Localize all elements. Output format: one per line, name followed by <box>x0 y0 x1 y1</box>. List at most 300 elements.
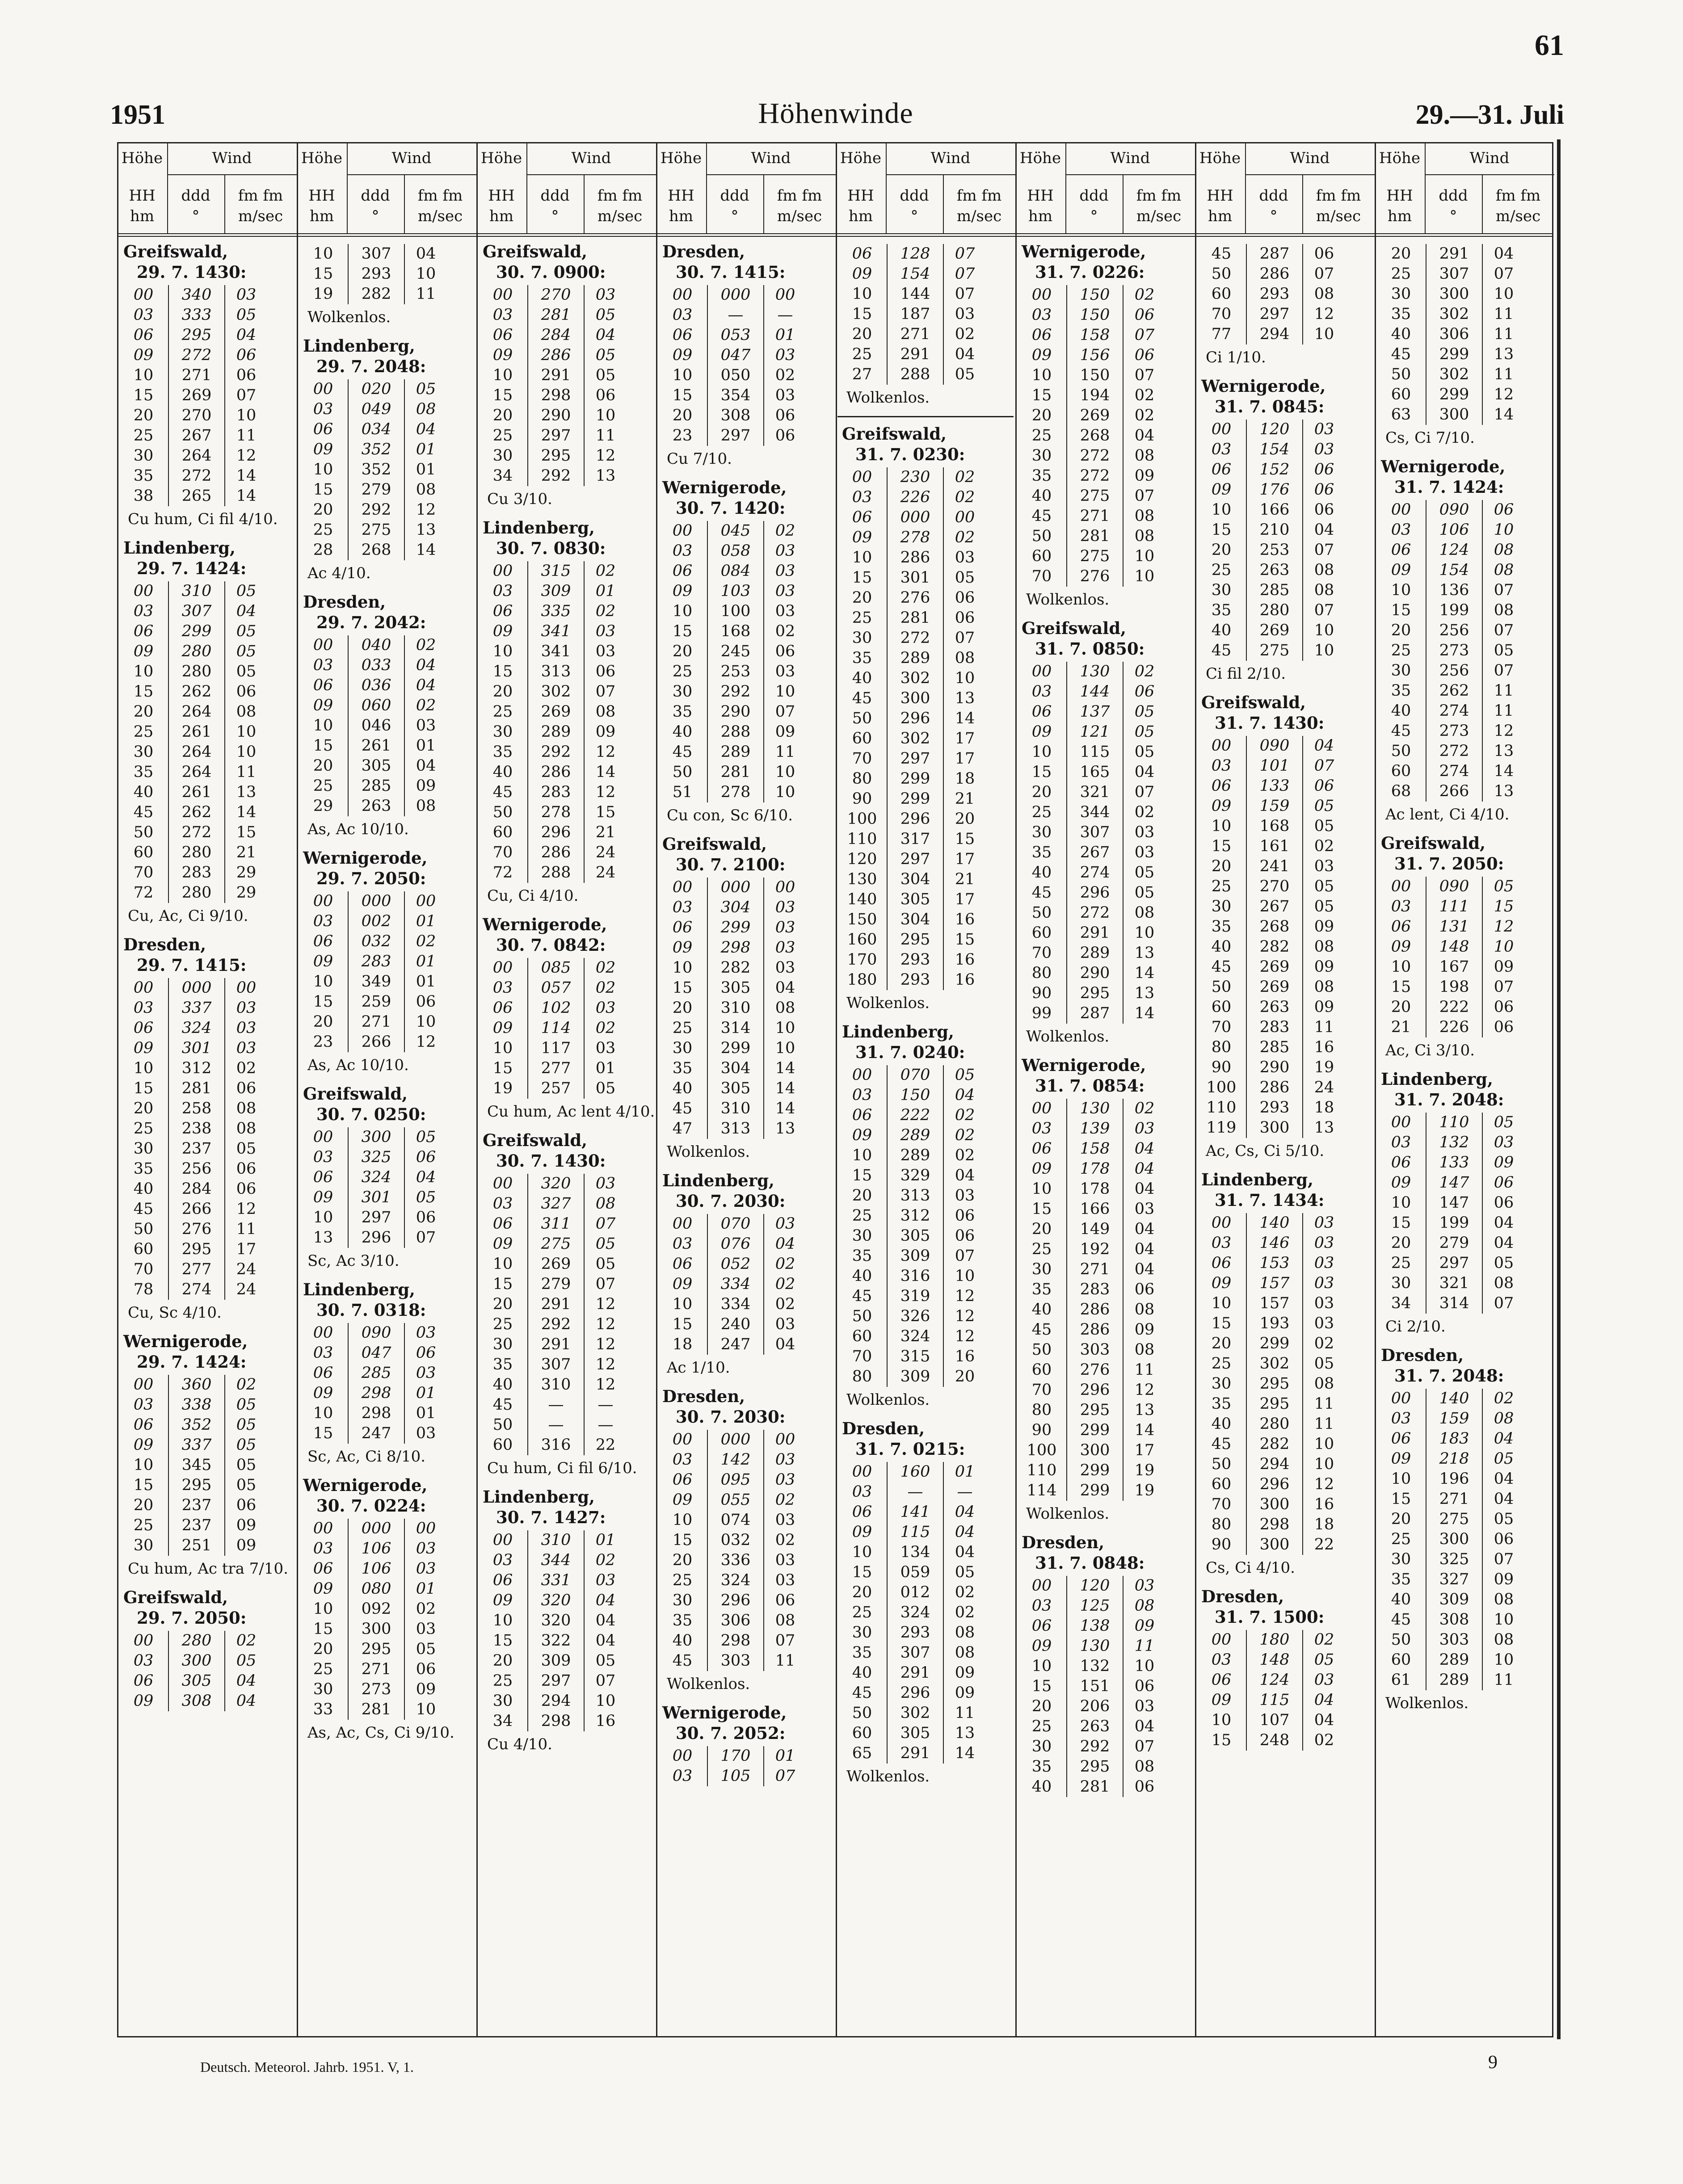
direction-cell: 298 <box>527 1711 584 1731</box>
table-row <box>119 702 296 722</box>
table-row <box>837 548 1014 568</box>
table-row <box>119 1038 296 1058</box>
height-cell: 09 <box>852 1523 872 1541</box>
table-row <box>1197 540 1374 560</box>
table-row <box>1017 1159 1194 1179</box>
speed-cell: 17 <box>943 749 986 769</box>
speed-cell: 04 <box>224 1691 267 1711</box>
speed-cell: 04 <box>1482 1429 1525 1449</box>
speed-cell: 11 <box>584 426 627 446</box>
height-cell: 10 <box>133 663 154 680</box>
table-row <box>837 1085 1014 1105</box>
direction-cell: 281 <box>527 305 584 325</box>
wind-rows <box>1197 244 1374 344</box>
table-row <box>478 1375 655 1395</box>
table-row <box>1197 1495 1374 1515</box>
speed-cell: 10 <box>943 1266 986 1286</box>
table-row <box>837 789 1014 809</box>
height-cell: 50 <box>672 763 693 781</box>
table-row <box>478 1651 655 1671</box>
height-cell: 10 <box>492 1039 513 1057</box>
height-cell: 03 <box>133 602 154 620</box>
direction-cell: 283 <box>168 863 224 883</box>
speed-cell: 02 <box>404 635 447 655</box>
table-row <box>1017 1300 1194 1320</box>
table-row <box>478 1254 655 1274</box>
table-row <box>837 930 1014 950</box>
height-cell: 25 <box>492 1672 513 1690</box>
direction-cell: 299 <box>1426 385 1482 405</box>
direction-cell: 194 <box>1066 386 1123 406</box>
header-rule <box>526 143 527 233</box>
table-row <box>299 500 475 520</box>
table-row <box>1376 1389 1553 1409</box>
table-row <box>1376 385 1553 405</box>
height-cell: 09 <box>133 1692 154 1710</box>
height-cell: 06 <box>133 1416 154 1434</box>
direction-cell: 165 <box>1066 762 1123 782</box>
height-cell: 09 <box>492 1592 513 1609</box>
station-name: Dresden, <box>662 1386 745 1406</box>
table-row <box>299 264 475 284</box>
height-cell: 09 <box>313 441 333 458</box>
direction-cell: 199 <box>1426 601 1482 621</box>
wind-rows <box>1376 244 1553 425</box>
direction-cell: 199 <box>1426 1213 1482 1233</box>
header-hm: hm <box>1208 207 1233 225</box>
direction-cell: 270 <box>168 406 224 426</box>
height-cell: 00 <box>852 1463 872 1481</box>
direction-cell: 289 <box>887 1126 943 1146</box>
speed-cell: 10 <box>1482 284 1525 304</box>
height-cell: 15 <box>852 305 872 323</box>
table-row <box>1017 1239 1194 1260</box>
speed-cell: 14 <box>224 802 267 823</box>
header-msec: m/sec <box>597 207 643 225</box>
height-cell: 60 <box>133 1240 154 1258</box>
table-row <box>1017 1179 1194 1199</box>
speed-cell: 03 <box>763 345 806 365</box>
table-row <box>1017 863 1194 883</box>
table-row <box>1017 1461 1194 1481</box>
header-fmfm: fm fm <box>777 187 822 205</box>
table-row <box>837 648 1014 668</box>
height-cell: 03 <box>672 1235 693 1253</box>
table-row <box>658 601 835 622</box>
height-cell: 35 <box>1031 844 1052 861</box>
direction-cell: 309 <box>887 1367 943 1387</box>
table-row <box>299 796 475 816</box>
direction-cell: 296 <box>527 823 584 843</box>
height-cell: 25 <box>672 1019 693 1037</box>
speed-cell: 08 <box>224 1119 267 1139</box>
speed-cell: 03 <box>1123 823 1165 843</box>
speed-cell: 19 <box>1302 1058 1345 1078</box>
height-cell: 00 <box>1211 1214 1232 1232</box>
height-cell: 03 <box>1391 898 1411 916</box>
table-row <box>119 305 296 325</box>
speed-cell: 03 <box>584 622 627 642</box>
height-cell: 20 <box>672 1551 693 1569</box>
height-cell: 35 <box>852 1644 872 1662</box>
speed-cell: 06 <box>1482 1193 1525 1213</box>
direction-cell: 300 <box>348 1127 404 1147</box>
table-row <box>1197 1294 1374 1314</box>
direction-cell: 263 <box>348 796 404 816</box>
height-cell: 20 <box>1391 622 1411 639</box>
speed-cell: 01 <box>763 1746 806 1766</box>
direction-cell: 307 <box>1426 264 1482 284</box>
height-cell: 10 <box>672 959 693 977</box>
direction-cell: 176 <box>1246 480 1302 500</box>
height-cell: 25 <box>1211 1355 1232 1373</box>
direction-cell: 299 <box>887 789 943 809</box>
table-row <box>837 284 1014 304</box>
direction-cell: 136 <box>1426 580 1482 601</box>
height-cell: 40 <box>1211 622 1232 639</box>
height-cell: 10 <box>1211 501 1232 519</box>
wind-rows <box>478 561 655 883</box>
height-cell: 50 <box>1211 265 1232 283</box>
table-row <box>837 628 1014 648</box>
speed-cell: 09 <box>763 722 806 742</box>
speed-cell: 03 <box>404 1559 447 1579</box>
height-cell: 20 <box>852 1187 872 1205</box>
speed-cell: 05 <box>1482 641 1525 661</box>
direction-cell: 300 <box>1426 405 1482 425</box>
speed-cell: 06 <box>1123 345 1165 365</box>
speed-cell: 02 <box>763 622 806 642</box>
cloud-remark: As, Ac 10/10. <box>307 1056 409 1074</box>
direction-cell: 266 <box>1426 781 1482 802</box>
height-cell: 25 <box>1391 265 1411 283</box>
table-row <box>1197 641 1374 661</box>
direction-cell: 245 <box>707 642 763 662</box>
table-row <box>299 520 475 540</box>
speed-cell: 01 <box>404 1403 447 1424</box>
speed-cell: 08 <box>1123 1596 1165 1616</box>
table-row <box>299 1539 475 1559</box>
table-row <box>837 568 1014 588</box>
table-row <box>1017 1380 1194 1400</box>
table-row <box>478 1415 655 1435</box>
speed-cell: 08 <box>1123 506 1165 526</box>
height-cell: 09 <box>1391 1174 1411 1192</box>
speed-cell: 03 <box>1123 1119 1165 1139</box>
wind-rows <box>1376 1113 1553 1314</box>
direction-cell: 304 <box>887 910 943 930</box>
direction-cell: 310 <box>707 1099 763 1119</box>
height-cell: 20 <box>313 1013 333 1031</box>
table-row <box>1017 782 1194 802</box>
height-cell: 09 <box>1031 1160 1052 1178</box>
table-row <box>119 1375 296 1395</box>
height-cell: 15 <box>1211 1315 1232 1332</box>
speed-cell: 05 <box>1482 1449 1525 1469</box>
speed-cell: 03 <box>404 716 447 736</box>
direction-cell: 297 <box>527 1671 584 1691</box>
speed-cell: 04 <box>404 1168 447 1188</box>
speed-cell: 03 <box>1123 1697 1165 1717</box>
speed-cell: 17 <box>224 1239 267 1260</box>
table-row <box>119 426 296 446</box>
station-name: Lindenberg, <box>483 518 595 538</box>
height-cell: 00 <box>672 1431 693 1449</box>
table-row <box>1197 1630 1374 1650</box>
height-cell: 06 <box>313 1168 333 1186</box>
height-cell: 40 <box>133 783 154 801</box>
direction-cell: 271 <box>348 1659 404 1680</box>
speed-cell: 07 <box>584 1274 627 1294</box>
speed-cell: 04 <box>1123 1239 1165 1260</box>
direction-cell: 286 <box>527 345 584 365</box>
direction-cell: 000 <box>887 508 943 528</box>
speed-cell: 08 <box>1302 580 1345 601</box>
table-row <box>119 1219 296 1239</box>
direction-cell: 248 <box>1246 1730 1302 1751</box>
height-cell: 70 <box>852 1348 872 1365</box>
height-cell: 40 <box>1031 487 1052 505</box>
header-hh: HH <box>1207 187 1233 205</box>
speed-cell: 04 <box>1123 1179 1165 1199</box>
direction-cell: 295 <box>168 325 224 345</box>
table-row <box>119 1691 296 1711</box>
speed-cell: 08 <box>1302 560 1345 580</box>
height-cell: 09 <box>1211 1691 1232 1709</box>
height-cell: 45 <box>1211 245 1232 263</box>
table-row <box>478 682 655 702</box>
table-row <box>1376 761 1553 781</box>
speed-cell: 03 <box>1302 420 1345 440</box>
direction-cell: 275 <box>1066 486 1123 506</box>
height-cell: 00 <box>672 1747 693 1765</box>
table-row <box>1197 1078 1374 1098</box>
observation-datetime: 29. 7. 1424: <box>137 1352 247 1372</box>
table-row <box>658 581 835 601</box>
table-row <box>658 1274 835 1294</box>
table-row <box>299 932 475 952</box>
speed-cell: 03 <box>763 918 806 938</box>
direction-cell: 281 <box>168 1079 224 1099</box>
height-cell: 10 <box>672 366 693 384</box>
table-row <box>658 898 835 918</box>
speed-cell: 17 <box>943 729 986 749</box>
speed-cell: 04 <box>1302 736 1345 756</box>
table-row <box>837 365 1014 385</box>
speed-cell: 14 <box>1123 1420 1165 1441</box>
height-cell: 20 <box>1211 541 1232 559</box>
table-row <box>837 1065 1014 1085</box>
direction-cell: 222 <box>887 1105 943 1126</box>
wind-rows <box>1017 662 1194 1024</box>
direction-cell: 270 <box>1246 877 1302 897</box>
table-row <box>299 756 475 776</box>
direction-cell: 313 <box>527 662 584 682</box>
table-row <box>1197 756 1374 776</box>
speed-cell: 10 <box>404 264 447 284</box>
direction-cell: 281 <box>707 762 763 782</box>
height-cell: 25 <box>1391 1530 1411 1548</box>
height-cell: 20 <box>1391 998 1411 1016</box>
direction-cell: 142 <box>707 1450 763 1470</box>
height-cell: 30 <box>1391 1550 1411 1568</box>
speed-cell: 06 <box>224 345 267 365</box>
height-cell: 10 <box>313 245 333 263</box>
speed-cell: 04 <box>943 1502 986 1522</box>
table-row <box>119 863 296 883</box>
direction-cell: 040 <box>348 635 404 655</box>
height-cell: 77 <box>1211 325 1232 343</box>
height-cell: 15 <box>313 481 333 499</box>
direction-cell: 320 <box>527 1611 584 1631</box>
speed-cell: 22 <box>584 1435 627 1455</box>
direction-cell: 297 <box>1246 304 1302 324</box>
direction-cell: 269 <box>168 386 224 406</box>
direction-cell: 288 <box>707 722 763 742</box>
speed-cell: 06 <box>1302 244 1345 264</box>
direction-cell: 286 <box>527 843 584 863</box>
direction-cell: 289 <box>1426 1650 1482 1670</box>
header-wind-rule <box>1245 143 1375 175</box>
speed-cell: 02 <box>763 1274 806 1294</box>
speed-cell: 10 <box>224 742 267 762</box>
table-row <box>1017 1737 1194 1757</box>
height-cell: 10 <box>1391 581 1411 599</box>
direction-cell: 300 <box>348 1619 404 1639</box>
table-row <box>478 1691 655 1711</box>
table-row <box>1017 406 1194 426</box>
table-row <box>837 849 1014 869</box>
height-cell: 06 <box>1391 541 1411 559</box>
table-row <box>837 809 1014 829</box>
table-row <box>478 722 655 742</box>
table-row <box>299 420 475 440</box>
cloud-remark: Ac, Ci 3/10. <box>1385 1042 1475 1059</box>
direction-cell: 279 <box>527 1274 584 1294</box>
direction-cell: 146 <box>1246 1233 1302 1253</box>
height-cell: 50 <box>852 1704 872 1722</box>
speed-cell: 13 <box>1123 1400 1165 1420</box>
speed-cell: 05 <box>224 1475 267 1495</box>
speed-cell: 02 <box>1123 1099 1165 1119</box>
table-row <box>119 802 296 823</box>
cloud-remark: Cs, Ci 4/10. <box>1206 1559 1295 1577</box>
table-row <box>837 1146 1014 1166</box>
speed-cell: 18 <box>1302 1515 1345 1535</box>
height-cell: 00 <box>313 1128 333 1146</box>
height-cell: 35 <box>1391 1571 1411 1588</box>
speed-cell: 11 <box>1123 1360 1165 1380</box>
observation-datetime: 30. 7. 0900: <box>496 262 606 282</box>
direction-cell: 308 <box>1426 1610 1482 1630</box>
height-cell: 03 <box>1391 1410 1411 1428</box>
speed-cell: 04 <box>943 1166 986 1186</box>
table-row <box>478 1355 655 1375</box>
height-cell: 40 <box>1391 325 1411 343</box>
speed-cell: 04 <box>1123 1717 1165 1737</box>
height-cell: 45 <box>133 1200 154 1218</box>
direction-cell: 222 <box>1426 997 1482 1017</box>
header-hoehe: Höhe <box>1019 149 1061 167</box>
header-ddd: ddd <box>720 187 749 205</box>
direction-cell: 295 <box>348 1639 404 1659</box>
direction-cell: 288 <box>527 863 584 883</box>
header-wind-rule <box>167 143 297 175</box>
height-cell: 50 <box>1211 1455 1232 1473</box>
direction-cell: 316 <box>887 1266 943 1286</box>
height-cell: 00 <box>313 380 333 398</box>
height-cell: 45 <box>1031 507 1052 525</box>
speed-cell: 12 <box>584 742 627 762</box>
height-cell: 20 <box>1391 1510 1411 1528</box>
speed-cell: 13 <box>1123 983 1165 1004</box>
height-cell: 15 <box>133 683 154 701</box>
table-row <box>299 676 475 696</box>
height-cell: 20 <box>672 999 693 1017</box>
table-row <box>1017 823 1194 843</box>
direction-cell: 269 <box>1246 621 1302 641</box>
speed-cell: 08 <box>584 702 627 722</box>
direction-cell: 352 <box>168 1415 224 1435</box>
speed-cell: 06 <box>1482 1173 1525 1193</box>
table-row <box>119 1475 296 1495</box>
table-row <box>478 305 655 325</box>
speed-cell: 08 <box>1123 1300 1165 1320</box>
height-cell: 45 <box>1391 722 1411 740</box>
table-row <box>299 952 475 972</box>
height-cell: 15 <box>313 265 333 283</box>
speed-cell: 04 <box>763 978 806 998</box>
table-row <box>1197 1017 1374 1037</box>
speed-cell: 04 <box>224 1671 267 1691</box>
speed-cell: 06 <box>943 1226 986 1246</box>
table-row <box>658 1591 835 1611</box>
speed-cell: 07 <box>943 628 986 648</box>
table-row <box>478 1174 655 1194</box>
height-cell: 34 <box>492 467 513 485</box>
direction-cell: 341 <box>527 622 584 642</box>
table-row <box>299 1639 475 1659</box>
table-row <box>119 978 296 998</box>
table-row <box>658 742 835 762</box>
header-hoehe: Höhe <box>1199 149 1241 167</box>
speed-cell: 03 <box>763 662 806 682</box>
direction-cell: 298 <box>527 386 584 406</box>
speed-cell: 12 <box>584 1355 627 1375</box>
table-row <box>119 1455 296 1475</box>
speed-cell: 16 <box>943 970 986 990</box>
speed-cell: 09 <box>1302 997 1345 1017</box>
height-cell: 15 <box>1031 1200 1052 1218</box>
speed-cell: 01 <box>584 581 627 601</box>
height-cell: 03 <box>672 899 693 916</box>
direction-cell: 294 <box>527 1691 584 1711</box>
speed-cell: 08 <box>584 1194 627 1214</box>
table-row <box>837 869 1014 890</box>
table-row <box>1197 836 1374 857</box>
direction-cell: 289 <box>707 742 763 762</box>
direction-cell: 345 <box>168 1455 224 1475</box>
speed-cell: 07 <box>1302 601 1345 621</box>
direction-cell: 302 <box>887 668 943 689</box>
wind-rows <box>299 379 475 560</box>
direction-cell: 302 <box>527 682 584 702</box>
table-row <box>478 998 655 1018</box>
direction-cell: 158 <box>1066 325 1123 345</box>
height-cell: 35 <box>1031 1758 1052 1776</box>
direction-cell: 150 <box>1066 305 1123 325</box>
speed-cell: 04 <box>1123 426 1165 446</box>
